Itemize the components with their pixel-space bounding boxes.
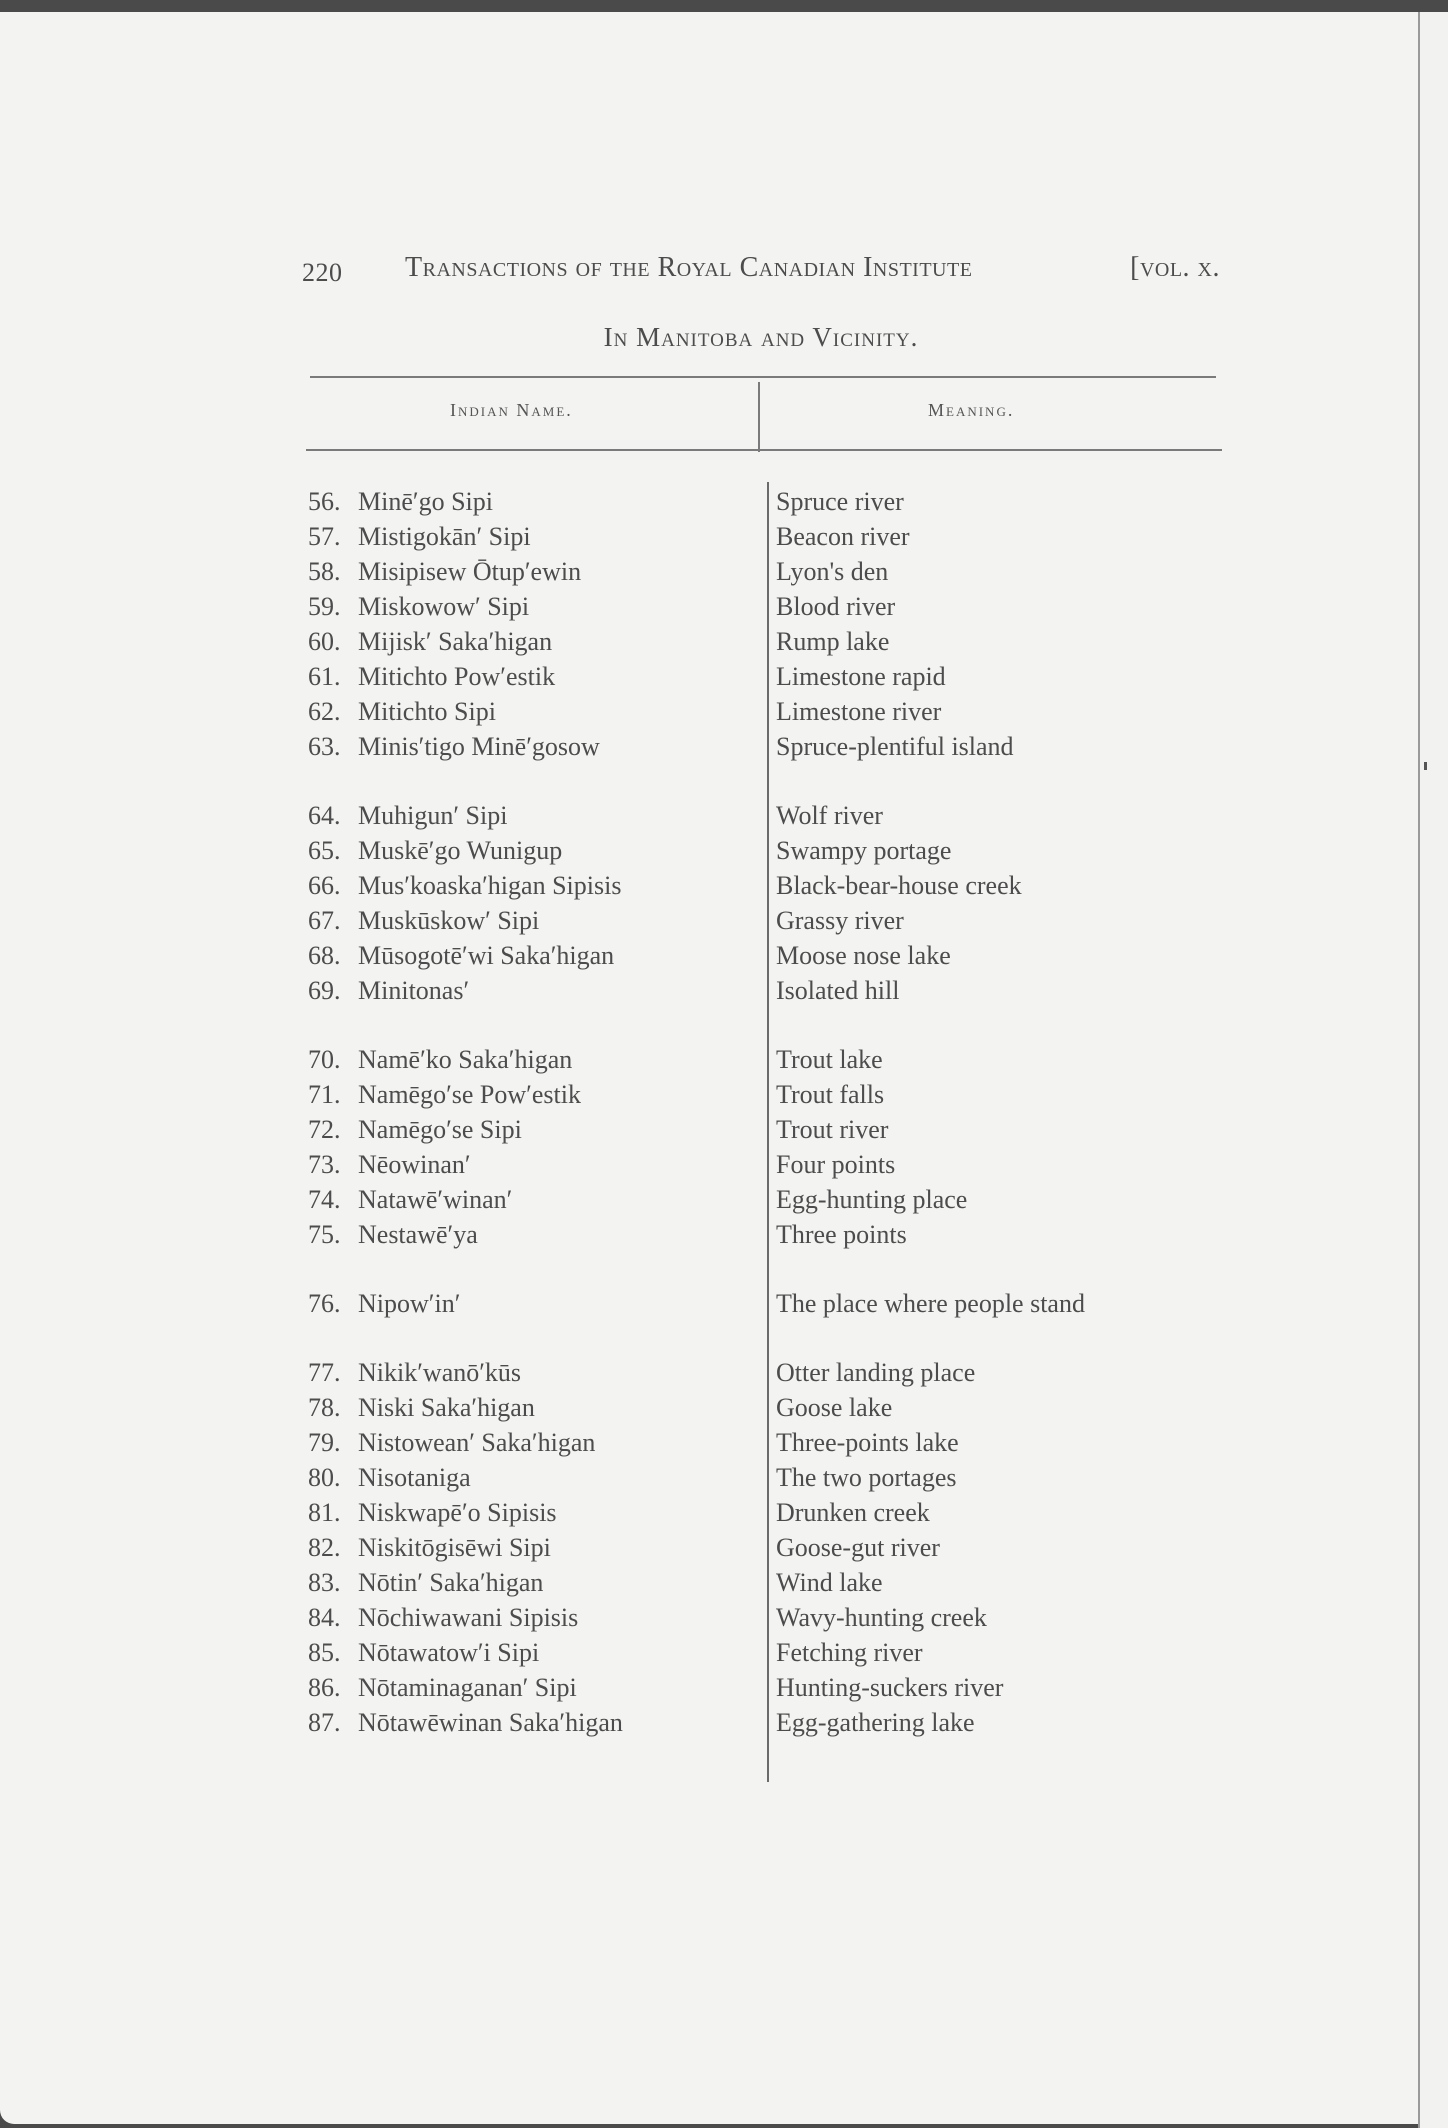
entry-number: 72. xyxy=(308,1115,341,1144)
meaning: Black-bear-house creek xyxy=(776,871,1022,900)
indian-name: Namēgo′se Pow′estik xyxy=(358,1080,581,1109)
meaning: Hunting-suckers river xyxy=(776,1673,1004,1702)
entry-number: 77. xyxy=(308,1358,341,1387)
entry-number: 83. xyxy=(308,1568,341,1597)
indian-name: Niskwapē′o Sipisis xyxy=(358,1498,557,1527)
meaning: Limestone rapid xyxy=(776,662,946,691)
indian-name: Mus′koaska′higan Sipisis xyxy=(358,871,622,900)
indian-name: Mūsogotē′wi Saka′higan xyxy=(358,941,615,970)
entry-number: 87. xyxy=(308,1708,341,1737)
indian-name: Minitonas′ xyxy=(358,976,470,1005)
table-top-rule xyxy=(310,376,1216,378)
table-row xyxy=(308,694,1208,729)
volume-text: [vol. x. xyxy=(1130,252,1220,283)
meaning: Grassy river xyxy=(776,906,904,935)
indian-name: Muhigun′ Sipi xyxy=(358,801,508,830)
indian-name: Namēgo′se Sipi xyxy=(358,1115,522,1144)
table-row xyxy=(308,1460,1208,1495)
meaning: Beacon river xyxy=(776,522,910,551)
meaning: Lyon's den xyxy=(776,557,889,586)
meaning: Wind lake xyxy=(776,1568,883,1597)
table-row xyxy=(308,833,1208,868)
table-row xyxy=(308,798,1208,833)
indian-name: Namē′ko Saka′higan xyxy=(358,1045,573,1074)
indian-name: Nōtaminaganan′ Sipi xyxy=(358,1673,577,1702)
table-row xyxy=(308,1635,1208,1670)
column-header-meaning-text: Meaning. xyxy=(928,400,1015,420)
indian-name: Niskitōgisēwi Sipi xyxy=(358,1533,551,1562)
entry-number: 80. xyxy=(308,1463,341,1492)
table-row xyxy=(308,1530,1208,1565)
meaning: Goose-gut river xyxy=(776,1533,940,1562)
table-row xyxy=(308,1077,1208,1112)
meaning: Trout river xyxy=(776,1115,889,1144)
table-row xyxy=(308,1182,1208,1217)
indian-name: Nisotaniga xyxy=(358,1463,471,1492)
entry-number: 74. xyxy=(308,1185,341,1214)
entry-number: 84. xyxy=(308,1603,341,1632)
indian-name: Misipisew Ōtup′ewin xyxy=(358,557,582,586)
indian-name: Nōtawēwinan Saka′higan xyxy=(358,1708,623,1737)
volume-label xyxy=(1130,252,1220,284)
indian-name: Niski Saka′higan xyxy=(358,1393,535,1422)
entry-group xyxy=(308,798,1208,1008)
table-row xyxy=(308,1495,1208,1530)
indian-name: Nōchiwawani Sipisis xyxy=(358,1603,579,1632)
indian-name: Nestawē′ya xyxy=(358,1220,478,1249)
table-row xyxy=(308,1565,1208,1600)
entry-number: 70. xyxy=(308,1045,341,1074)
meaning: Drunken creek xyxy=(776,1498,930,1527)
document-page xyxy=(0,12,1418,2124)
table-row xyxy=(308,1286,1208,1321)
table-row xyxy=(308,729,1208,764)
table-row xyxy=(308,1670,1208,1705)
entry-number: 57. xyxy=(308,522,341,551)
entry-number: 82. xyxy=(308,1533,341,1562)
table-row xyxy=(308,1705,1208,1740)
indian-name: Minis′tigo Minē′gosow xyxy=(358,732,600,761)
entry-number: 86. xyxy=(308,1673,341,1702)
table-row xyxy=(308,1147,1208,1182)
indian-name: Miskowow′ Sipi xyxy=(358,592,530,621)
table-row xyxy=(308,624,1208,659)
meaning: Moose nose lake xyxy=(776,941,951,970)
indian-name: Nēowinan′ xyxy=(358,1150,471,1179)
page-number: 220 xyxy=(302,258,343,287)
entry-number: 66. xyxy=(308,871,341,900)
column-header-meaning xyxy=(928,400,1014,421)
table-row xyxy=(308,1217,1208,1252)
entry-number: 69. xyxy=(308,976,341,1005)
table-row xyxy=(308,1355,1208,1390)
entry-number: 59. xyxy=(308,592,341,621)
meaning: Egg-hunting place xyxy=(776,1185,968,1214)
indian-name: Mitichto Sipi xyxy=(358,697,496,726)
meaning: Swampy portage xyxy=(776,836,952,865)
indian-name: Nipow′in′ xyxy=(358,1289,461,1318)
entry-number: 56. xyxy=(308,487,341,516)
running-header xyxy=(302,252,1220,292)
entry-group xyxy=(308,484,1208,764)
section-title xyxy=(302,322,1220,353)
entry-group xyxy=(308,1286,1208,1321)
table-row xyxy=(308,938,1208,973)
meaning: The two portages xyxy=(776,1463,957,1492)
entry-number: 79. xyxy=(308,1428,341,1457)
indian-name: Muskē′go Wunigup xyxy=(358,836,563,865)
meaning: Rump lake xyxy=(776,627,890,656)
header-column-divider xyxy=(758,382,760,452)
table-header-rule xyxy=(306,449,1222,451)
indian-name: Nōtawatow′i Sipi xyxy=(358,1638,540,1667)
meaning: Isolated hill xyxy=(776,976,900,1005)
indian-name: Mitichto Pow′estik xyxy=(358,662,556,691)
meaning: Spruce-plentiful island xyxy=(776,732,1014,761)
table-row xyxy=(308,589,1208,624)
meaning: The place where people stand xyxy=(776,1289,1085,1318)
table-row xyxy=(308,868,1208,903)
entry-number: 73. xyxy=(308,1150,341,1179)
meaning: Goose lake xyxy=(776,1393,893,1422)
table-row xyxy=(308,1600,1208,1635)
indian-name: Nistowean′ Saka′higan xyxy=(358,1428,596,1457)
place-name-table xyxy=(308,484,1208,1774)
entry-number: 75. xyxy=(308,1220,341,1249)
indian-name: Minē′go Sipi xyxy=(358,487,493,516)
meaning: Otter landing place xyxy=(776,1358,976,1387)
table-row xyxy=(308,1390,1208,1425)
table-row xyxy=(308,1042,1208,1077)
entry-number: 60. xyxy=(308,627,341,656)
entry-number: 76. xyxy=(308,1289,341,1318)
meaning: Three-points lake xyxy=(776,1428,959,1457)
entry-number: 62. xyxy=(308,697,341,726)
meaning: Four points xyxy=(776,1150,896,1179)
meaning: Egg-gathering lake xyxy=(776,1708,975,1737)
table-row xyxy=(308,659,1208,694)
table-row xyxy=(308,903,1208,938)
entry-number: 61. xyxy=(308,662,341,691)
column-header-indian-name xyxy=(450,400,573,421)
running-title xyxy=(405,252,972,284)
meaning: Blood river xyxy=(776,592,896,621)
entry-number: 67. xyxy=(308,906,341,935)
table-row xyxy=(308,554,1208,589)
indian-name: Muskūskow′ Sipi xyxy=(358,906,540,935)
indian-name: Mijisk′ Saka′higan xyxy=(358,627,553,656)
page-speck xyxy=(1424,762,1427,770)
entry-number: 68. xyxy=(308,941,341,970)
entry-number: 78. xyxy=(308,1393,341,1422)
meaning: Trout lake xyxy=(776,1045,883,1074)
adjacent-page-edge xyxy=(1418,12,1448,2128)
column-header-indian-name-text: Indian Name. xyxy=(450,400,573,420)
table-row xyxy=(308,1112,1208,1147)
indian-name: Natawē′winan′ xyxy=(358,1185,513,1214)
meaning: Spruce river xyxy=(776,487,904,516)
indian-name: Nōtin′ Saka′higan xyxy=(358,1568,544,1597)
meaning: Limestone river xyxy=(776,697,942,726)
entry-number: 58. xyxy=(308,557,341,586)
table-row xyxy=(308,1425,1208,1460)
meaning: Three points xyxy=(776,1220,907,1249)
meaning: Wavy-hunting creek xyxy=(776,1603,987,1632)
table-row xyxy=(308,973,1208,1008)
entry-group xyxy=(308,1042,1208,1252)
entry-number: 63. xyxy=(308,732,341,761)
running-title-text: Transactions of the Royal Canadian Institute xyxy=(405,252,973,283)
indian-name: Mistigokān′ Sipi xyxy=(358,522,531,551)
entry-number: 81. xyxy=(308,1498,341,1527)
entry-number: 85. xyxy=(308,1638,341,1667)
entry-number: 64. xyxy=(308,801,341,830)
table-row xyxy=(308,484,1208,519)
entry-group xyxy=(308,1355,1208,1740)
section-title-text: In Manitoba and Vicinity. xyxy=(603,322,919,352)
entry-number: 71. xyxy=(308,1080,341,1109)
meaning: Fetching river xyxy=(776,1638,923,1667)
entry-number: 65. xyxy=(308,836,341,865)
meaning: Wolf river xyxy=(776,801,883,830)
indian-name: Nikik′wanō′kūs xyxy=(358,1358,522,1387)
table-row xyxy=(308,519,1208,554)
meaning: Trout falls xyxy=(776,1080,885,1109)
